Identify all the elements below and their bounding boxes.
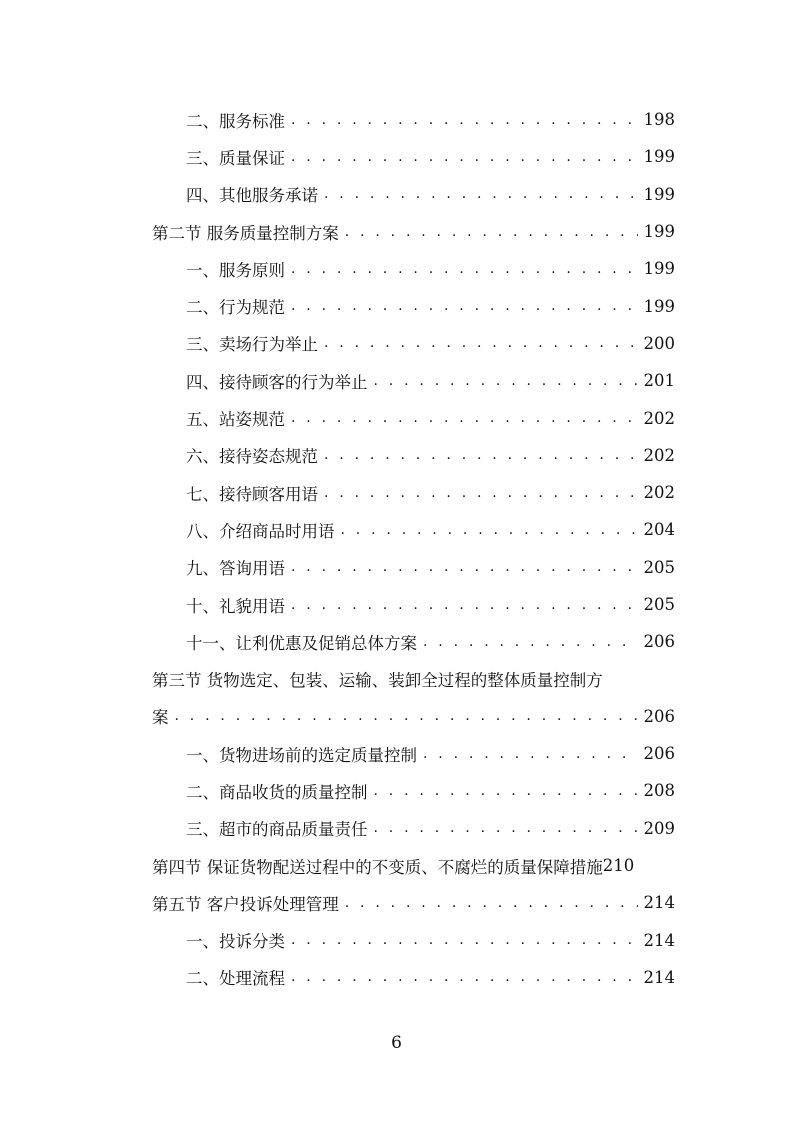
toc-title: 三、质量保证	[186, 148, 285, 168]
toc-page: 200	[643, 333, 675, 353]
toc-entry[interactable]	[0, 399, 793, 436]
toc-page: 214	[643, 930, 675, 950]
toc-page: 198	[643, 110, 675, 130]
toc-entry[interactable]	[0, 101, 793, 138]
toc-leader	[291, 560, 638, 574]
toc-leader	[374, 821, 638, 835]
toc-page: 199	[643, 296, 675, 316]
toc-leader	[324, 448, 638, 462]
toc-entry[interactable]	[0, 959, 793, 996]
toc-title: 一、投诉分类	[186, 932, 285, 952]
toc-page: 209	[643, 818, 675, 838]
toc-title: 六、接待姿态规范	[186, 447, 318, 467]
toc-page: 206	[643, 706, 675, 726]
toc-page: 210	[602, 856, 635, 876]
toc-leader	[291, 299, 638, 313]
toc-page: 199	[643, 222, 675, 242]
toc-leader	[324, 486, 638, 500]
toc-leader	[345, 896, 638, 910]
toc-entry[interactable]	[0, 735, 793, 772]
toc-page: 208	[643, 781, 675, 801]
toc-leader	[324, 187, 638, 201]
toc-entry[interactable]	[0, 511, 793, 548]
toc-entry[interactable]	[0, 549, 793, 586]
toc-page: 206	[643, 632, 675, 652]
toc-page: 206	[643, 744, 675, 764]
toc-entry-section-continued[interactable]	[0, 698, 793, 735]
toc-title: 第三节 货物选定、包装、运输、装卸全过程的整体质量控制方	[152, 671, 603, 691]
toc-entry[interactable]	[0, 287, 793, 324]
toc-entry[interactable]	[0, 586, 793, 623]
toc-leader	[345, 225, 638, 239]
page-number: 6	[391, 1033, 402, 1053]
toc-page: 202	[643, 408, 675, 428]
toc-entry-section[interactable]	[0, 847, 793, 884]
table-of-contents	[0, 101, 793, 996]
toc-entry-section[interactable]	[0, 884, 793, 921]
toc-entry[interactable]	[0, 250, 793, 287]
toc-title: 第二节 服务质量控制方案	[152, 223, 339, 243]
toc-leader	[341, 523, 638, 537]
toc-leader	[423, 635, 638, 649]
toc-entry-section[interactable]	[0, 660, 793, 697]
toc-title: 九、答询用语	[186, 559, 285, 579]
toc-leader	[324, 336, 638, 350]
toc-page: 202	[643, 483, 675, 503]
toc-title: 三、卖场行为举止	[186, 335, 318, 355]
toc-entry[interactable]	[0, 362, 793, 399]
toc-leader	[291, 113, 638, 127]
toc-title: 十一、让利优惠及促销总体方案	[186, 633, 417, 653]
toc-page: 214	[643, 893, 675, 913]
toc-entry[interactable]	[0, 922, 793, 959]
toc-title: 二、商品收货的质量控制	[186, 782, 368, 802]
toc-title: 五、站姿规范	[186, 410, 285, 430]
toc-title-continued: 案	[152, 708, 169, 728]
toc-title: 四、接待顾客的行为举止	[186, 372, 368, 392]
toc-leader	[374, 374, 638, 388]
toc-title: 二、处理流程	[186, 969, 285, 989]
toc-entry[interactable]	[0, 325, 793, 362]
toc-page: 205	[643, 595, 675, 614]
toc-page: 204	[643, 520, 675, 540]
toc-page: 205	[643, 557, 675, 577]
toc-leader	[374, 784, 638, 798]
toc-leader	[175, 709, 638, 723]
toc-title: 第四节 保证货物配送过程中的不变质、不腐烂的质量保障措施	[152, 857, 603, 877]
toc-leader	[291, 970, 638, 984]
toc-title: 十、礼貌用语	[186, 596, 285, 616]
toc-leader	[291, 411, 638, 425]
toc-title: 二、服务标准	[186, 111, 285, 131]
toc-entry[interactable]	[0, 810, 793, 847]
toc-entry[interactable]	[0, 138, 793, 175]
toc-leader	[423, 747, 638, 761]
toc-entry[interactable]	[0, 623, 793, 660]
toc-title: 第五节 客户投诉处理管理	[152, 894, 339, 914]
toc-leader	[291, 933, 638, 947]
toc-leader	[291, 598, 638, 612]
toc-title: 二、行为规范	[186, 298, 285, 318]
toc-title: 一、服务原则	[186, 260, 285, 280]
toc-title: 一、货物进场前的选定质量控制	[186, 745, 417, 765]
toc-entry[interactable]	[0, 772, 793, 809]
toc-page: 214	[643, 967, 675, 987]
toc-page: 202	[643, 445, 675, 465]
toc-page: 201	[643, 371, 675, 391]
toc-page: 199	[643, 147, 675, 167]
toc-entry-section[interactable]	[0, 213, 793, 250]
toc-entry[interactable]	[0, 176, 793, 213]
toc-page: 199	[643, 259, 675, 279]
toc-title: 四、其他服务承诺	[186, 186, 318, 206]
toc-entry[interactable]	[0, 474, 793, 511]
toc-page: 199	[643, 184, 675, 204]
toc-leader	[291, 150, 638, 164]
toc-entry[interactable]	[0, 437, 793, 474]
toc-leader	[291, 262, 638, 276]
toc-title: 七、接待顾客用语	[186, 484, 318, 504]
toc-title: 八、介绍商品时用语	[186, 521, 335, 541]
toc-title: 三、超市的商品质量责任	[186, 820, 368, 840]
